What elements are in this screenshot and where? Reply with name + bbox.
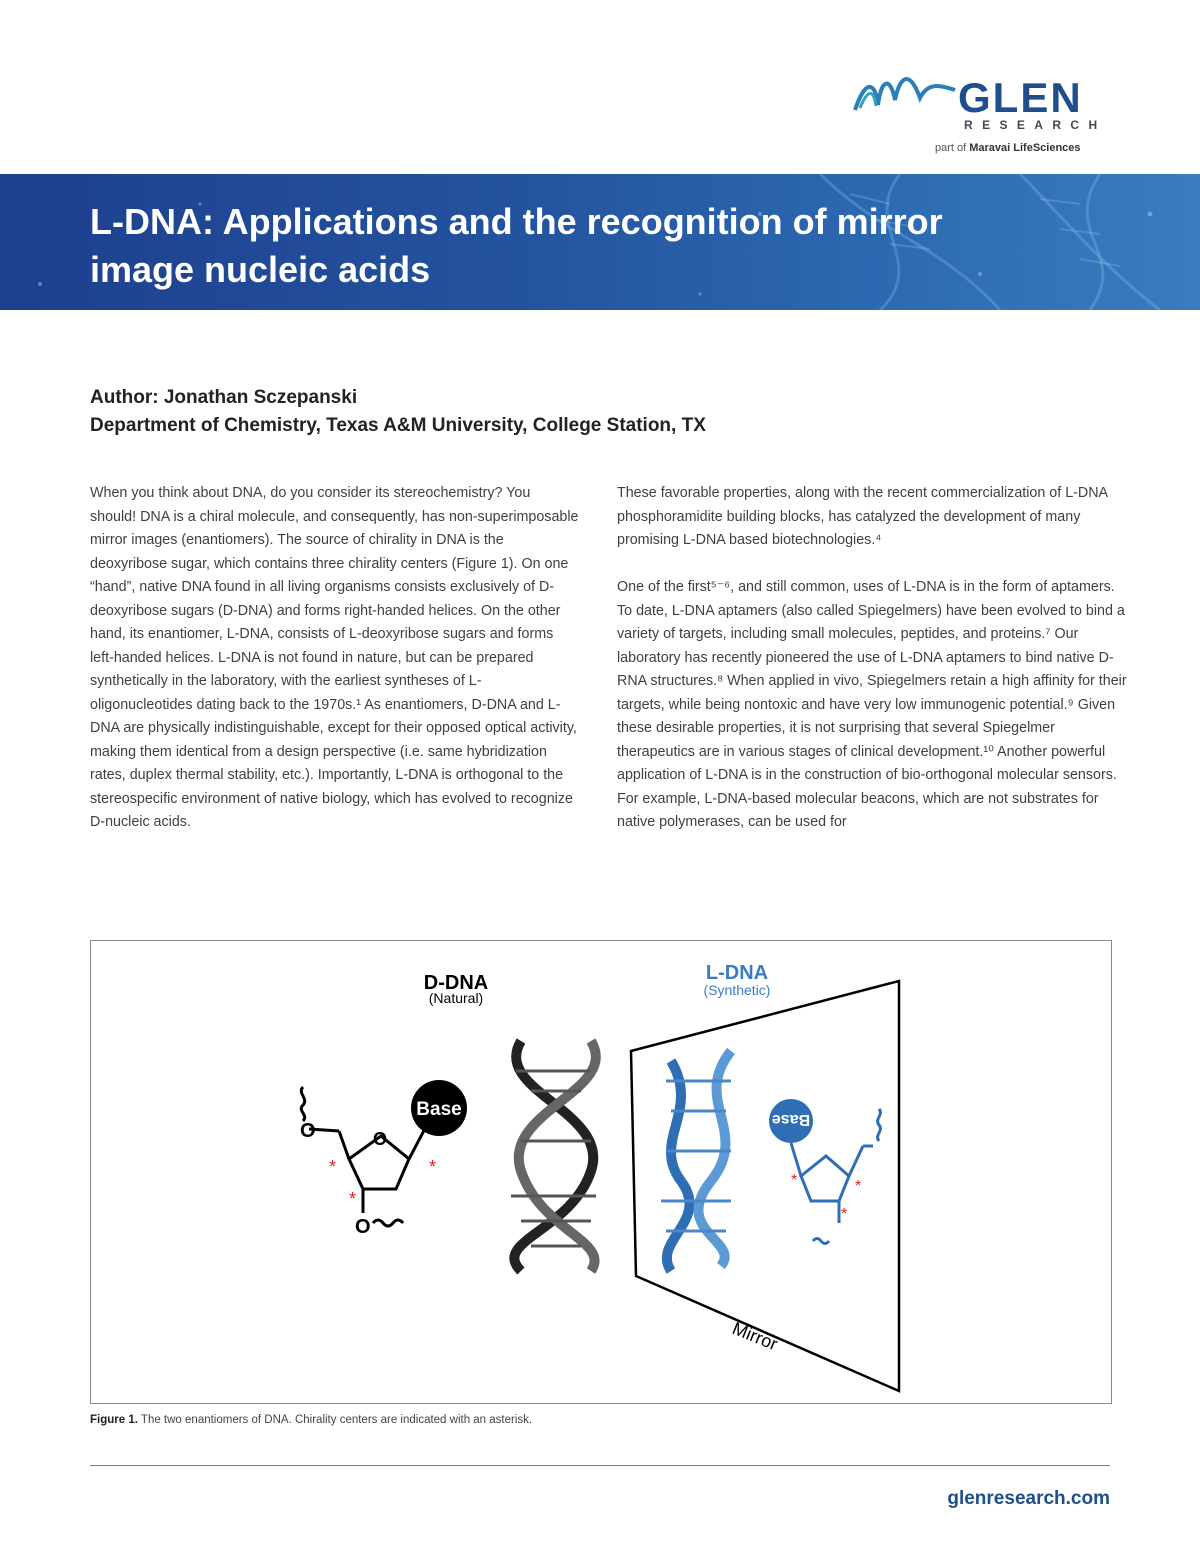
l-dna-label: L-DNA xyxy=(705,962,769,984)
d-deoxyribose-structure xyxy=(301,1087,429,1226)
chirality-asterisk: * xyxy=(329,1157,337,1177)
author-block xyxy=(90,384,706,440)
o-atom: O xyxy=(373,1129,388,1149)
base-label: Base xyxy=(416,1099,462,1120)
mirror-label: Mirror xyxy=(729,1318,781,1355)
body-left-column xyxy=(90,482,580,858)
logo-subtitle: RESEARCH xyxy=(964,118,1107,132)
footer-divider xyxy=(90,1465,1110,1466)
title-banner xyxy=(0,174,1200,310)
author-name: Author: Jonathan Sczepanski xyxy=(90,387,358,408)
body-paragraph: These favorable properties, along with the recent commercialization of L-DNA phosphoramidite building blocks, has catalyzed the development of many promising L-DNA based biotechnologies.⁴ xyxy=(617,485,1108,548)
chirality-asterisk: * xyxy=(429,1157,437,1177)
o-atom: O xyxy=(300,1120,316,1142)
chirality-asterisk: * xyxy=(349,1189,357,1209)
l-dna-sublabel: (Synthetic) xyxy=(703,982,771,998)
body-right-column xyxy=(617,482,1127,858)
figure-caption: Figure 1. The two enantiomers of DNA. Chirality centers are indicated with an asterisk. xyxy=(90,1414,533,1426)
body-paragraph: When you think about DNA, do you consider its stereochemistry? You should! DNA is a chiral molecule, and consequently, has non-superimposable mirror images (enantiomers). The source of chirality in DNA is the deoxyribose sugar, which contains three chirality centers (Figure 1). On one “hand”, native DNA found in all living organisms consists exclusively of D-deoxyribose sugars (D-DNA) and forms right-handed helices. On the other hand, its enantiomer, L-DNA, consists of L-deoxyribose sugars and forms left-handed helices. L-DNA is not found in nature, but can be prepared synthetically in the laboratory, with the earliest syntheses of L-oligonucleotides dating back to the 1970s.¹ As enantiomers, D-DNA and L-DNA are physically indistinguishable, except for their opposed optical activity, making them identical from a design perspective (i.e. same hybridization rates, duplex thermal stability, etc.). Importantly, L-DNA is orthogonal to the stereospecific environment of native biology, which has evolved to recognize D-nucleic acids. xyxy=(90,485,579,830)
o-atom: O xyxy=(355,1216,371,1238)
glen-research-logo xyxy=(850,70,1115,160)
enantiomer-illustration xyxy=(91,941,1111,1403)
figure-1 xyxy=(90,940,1112,1404)
footer-url[interactable]: glenresearch.com xyxy=(947,1488,1110,1509)
d-dna-helix xyxy=(511,1041,596,1271)
page-title: L-DNA: Applications and the recognition of mirror image nucleic acids xyxy=(90,201,943,290)
chirality-asterisk: * xyxy=(791,1172,798,1189)
chirality-asterisk: * xyxy=(855,1178,862,1195)
mirrored-base-label: Base xyxy=(771,1111,811,1128)
logo-parent-company: part of Maravai LifeSciences xyxy=(935,142,1081,154)
logo-name: GLEN xyxy=(958,74,1083,121)
chirality-asterisk: * xyxy=(841,1206,848,1223)
author-affiliation: Department of Chemistry, Texas A&M University, College Station, TX xyxy=(90,415,706,436)
d-dna-sublabel: (Natural) xyxy=(428,990,484,1006)
body-paragraph: One of the first⁵⁻⁶, and still common, uses of L-DNA is in the form of aptamers. To date, L-DNA aptamers (also called Spiegelmers) have been evolved to bind a variety of targets, including small molecules, peptides, and proteins.⁷ Our laboratory has recently pioneered the use of L-DNA aptamers to bind native D-RNA structures.⁸ When applied in vivo, Spiegelmers retain a high affinity for their targets, while being nontoxic and have very low immunogenic potential.⁹ Given these desirable properties, it is not surprising that several Spiegelmer therapeutics are in various stages of clinical development.¹⁰ Another powerful application of L-DNA is in the construction of bio-orthogonal molecular sensors. For example, L-DNA-based molecular beacons, which are not substrates for native polymerases, can be used for xyxy=(617,579,1127,830)
d-dna-label: D-DNA xyxy=(423,972,489,994)
glen-wave-icon xyxy=(850,70,960,120)
